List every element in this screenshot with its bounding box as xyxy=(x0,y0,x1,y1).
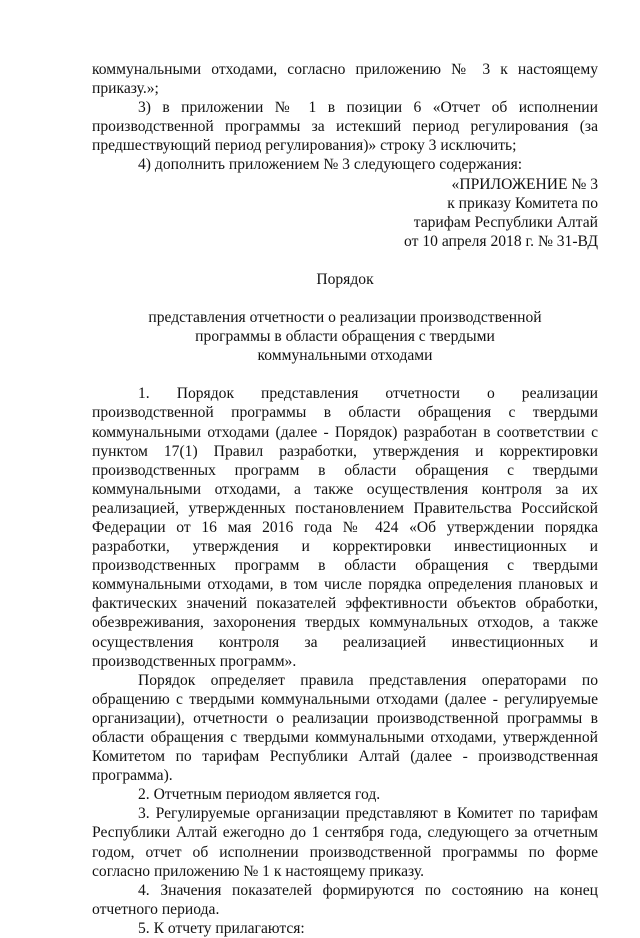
document-page xyxy=(92,60,598,938)
heading-line-4: коммунальными отходами xyxy=(257,347,433,365)
heading-line-1: Порядок xyxy=(316,270,374,288)
intro-paragraph-2: 3) в приложении № 1 в позиции 6 «Отчет об исполнении производственной программы за истекший период регулирования (за предшествующий период регулирования)» строку 3 исключить; xyxy=(92,99,598,155)
body-paragraph-6: 5. К отчету прилагаются: xyxy=(138,919,305,937)
heading-spacer xyxy=(92,289,598,308)
heading-line-2: представления отчетности о реализации производственной xyxy=(148,309,542,327)
body-paragraph-5: 4. Значения показателей формируются по состоянию на конец отчетного периода. xyxy=(92,881,598,918)
body-paragraph-2: Порядок определяет правила представления операторами по обращению с твердыми коммунальными отходами (далее - регулируемые организации), отчетности о реализации производственной программы в области обращения с твердыми коммунальными отходами, утвержденной Комитетом по тарифам Республики Алтай (далее - производственная программа). xyxy=(92,671,598,785)
appendix-title: «ПРИЛОЖЕНИЕ № 3 xyxy=(451,175,598,193)
document-heading xyxy=(92,270,598,365)
body-paragraph-4: 3. Регулируемые организации представляют в Комитет по тарифам Республики Алтай ежегодно до 1 сентября года, следующего за отчетным годом, отчет об исполнении производственной программы по форме согласно приложению № 1 к настоящему приказу. xyxy=(92,805,598,880)
intro-paragraph-3: 4) дополнить приложением № 3 следующего содержания: xyxy=(138,156,523,174)
body-paragraph-1: 1. Порядок представления отчетности о реализации производственной программы в области обращения с твердыми коммунальными отходами (далее - Порядок) разработан в соответствии с пунктом 17(1) Правил разработки, утверждения и корректировки производственных программ в области обращения с твердыми коммунальными отходами, а также осуществления контроля за их реализацией, утвержденных постановлением Правительства Российской Федерации от 16 мая 2016 года № 424 «Об утверждении порядка разработки, утверждения и корректировки инвестиционных и производственных программ в области обращения с твердыми коммунальными отходами, в том числе порядка определения плановых и фактических значений показателей эффективности объектов обработки, обезвреживания, захоронения твердых коммунальных отходов, а также осуществления контроля за реализацией инвестиционных и производственных программ». xyxy=(92,385,598,670)
heading-line-3: программы в области обращения с твердыми xyxy=(195,328,495,346)
intro-paragraph-1: коммунальными отходами, согласно приложению № 3 к настоящему приказу.»; xyxy=(92,61,598,98)
appendix-line-2: тарифам Республики Алтай xyxy=(413,213,598,231)
appendix-block xyxy=(92,175,598,251)
appendix-line-1: к приказу Комитета по xyxy=(447,194,598,212)
section-spacer xyxy=(92,365,598,384)
body-paragraph-3: 2. Отчетным периодом является год. xyxy=(138,786,381,804)
appendix-line-3: от 10 апреля 2018 г. № 31-ВД xyxy=(404,232,598,250)
